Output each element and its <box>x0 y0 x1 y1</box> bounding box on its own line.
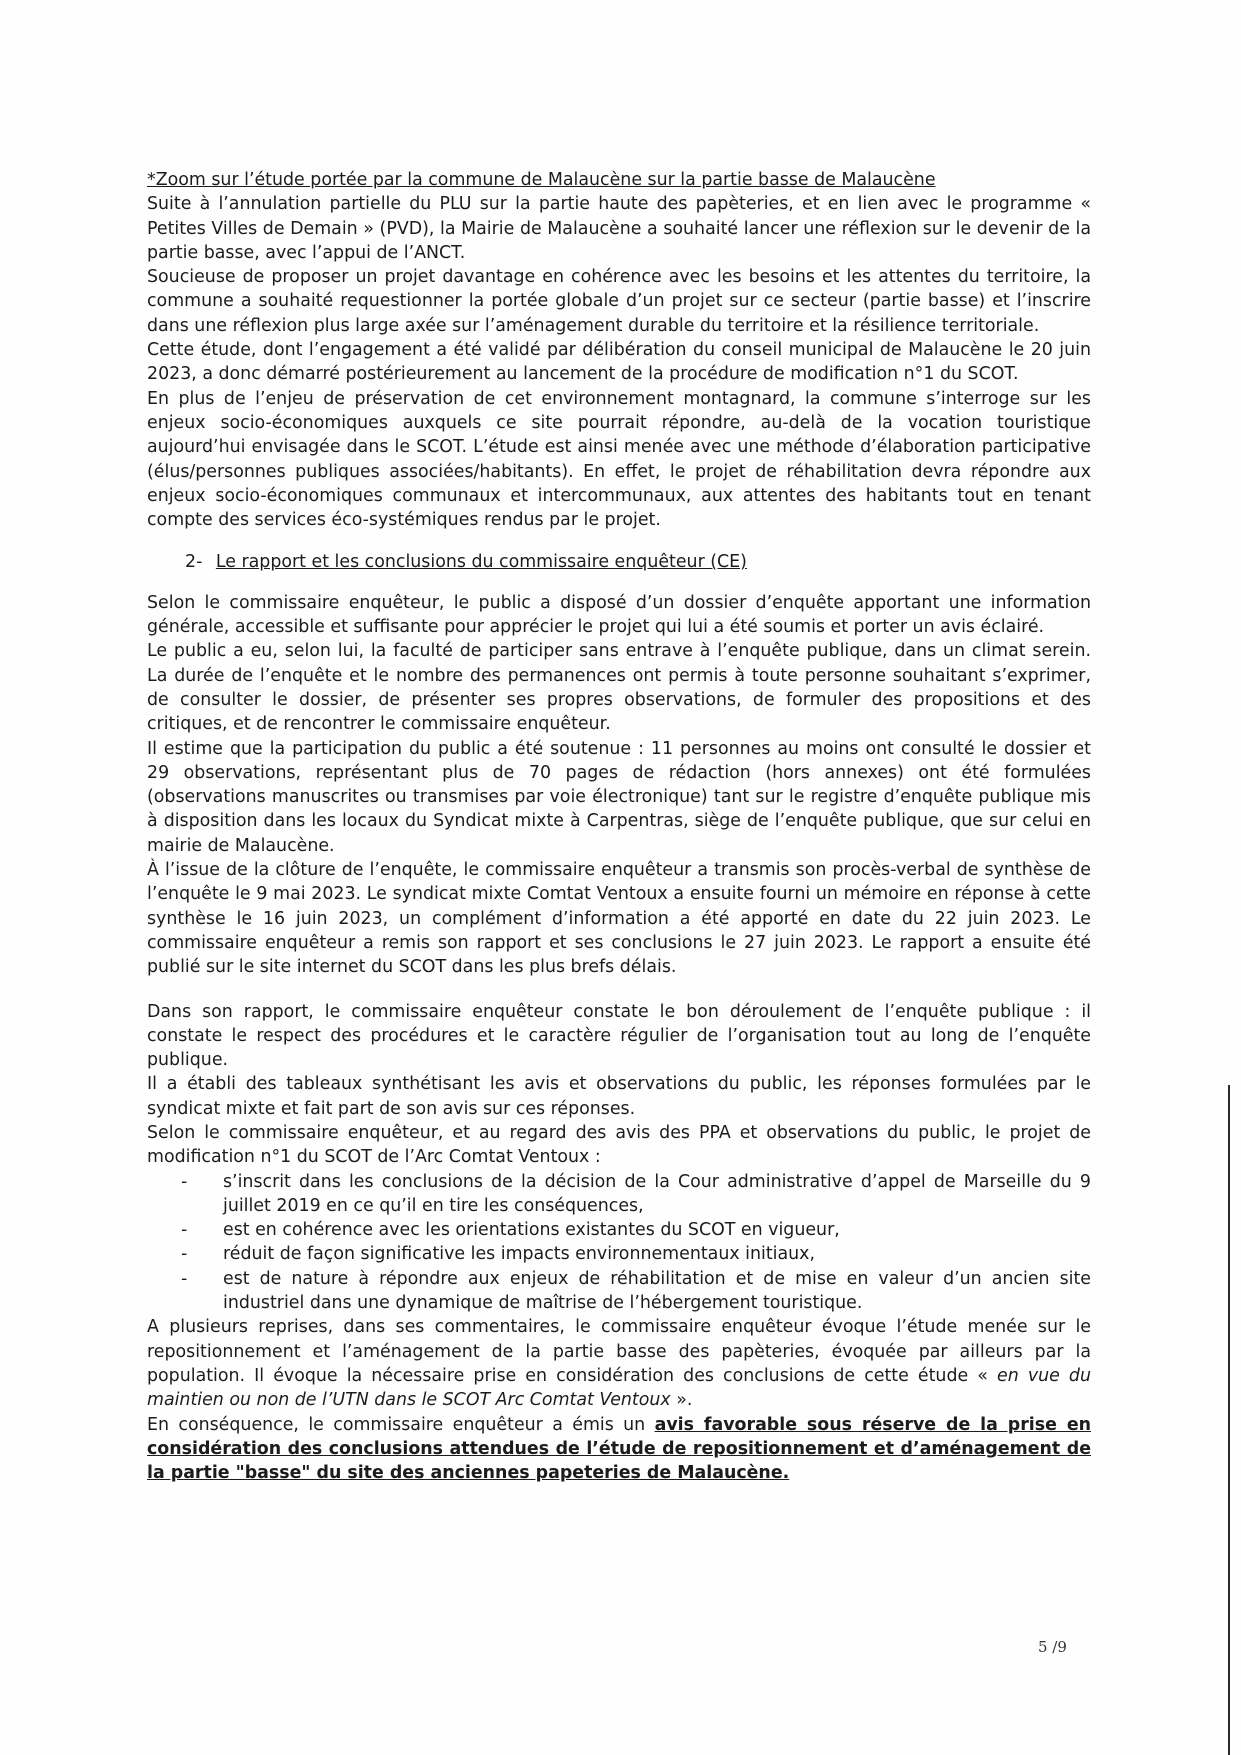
paragraph: Dans son rapport, le commissaire enquêteur constate le bon déroulement de l’enquête publique : il constate le respect des procédures et le caractère régulier de l’organisation tout au long de l’enquête publique. <box>147 1001 1091 1071</box>
paragraph: En plus de l’enjeu de préservation de cet environnement montagnard, la commune s’interroge sur les enjeux socio-économiques auxquels ce site pourrait répondre, au-delà de la vocation touristique aujourd’hui envisagée dans le SCOT. L’étude est ainsi menée avec une méthode d’élaboration participative (élus/personnes publiques associées/habitants). En effet, le projet de réhabilitation devra répondre aux enjeux socio-économiques communaux et intercommunaux, aux attentes des habitants tout en tenant compte des services éco-systémiques rendus par le projet. <box>147 388 1091 531</box>
page-number: 5 /9 <box>1038 1638 1067 1656</box>
conclusion-paragraph <box>147 1413 1091 1486</box>
scan-edge-line <box>1228 1085 1230 1755</box>
paragraph: Le public a eu, selon lui, la faculté de participer sans entrave à l’enquête publique, dans un climat serein. La durée de l’enquête et le nombre des permanences ont permis à toute personne souhaitant s’exprimer, de consulter le dossier, de présenter ses propres observations, de formuler des propositions et des critiques, et de rencontrer le commissaire enquêteur. <box>147 641 1091 735</box>
page-content <box>147 168 1091 1485</box>
list-item: - est de nature à répondre aux enjeux de réhabilitation et de mise en valeur d’un ancien site industriel dans une dynamique de maîtrise de l’hébergement touristique. <box>181 1267 1091 1316</box>
list-item: - réduit de façon significative les impacts environnementaux initiaux, <box>181 1242 1091 1266</box>
paragraph <box>147 1315 1091 1412</box>
paragraph-text: A plusieurs reprises, dans ses commentaires, le commissaire enquêteur évoque l’étude menée sur le repositionnement et l’aménagement de la partie basse des papèteries, évoquée par ailleurs par la population. Il évoque la nécessaire prise en considération des conclusions de cette étude « <box>147 1317 1091 1386</box>
paragraph-gap <box>147 980 1091 1000</box>
paragraph: Il a établi des tableaux synthétisant les avis et observations du public, les réponses formulées par le syndicat mixte et fait part de son avis sur ces réponses. <box>147 1074 1091 1119</box>
list-item: - est en cohérence avec les orientations existantes du SCOT en vigueur, <box>181 1218 1091 1242</box>
paragraph-tail: ». <box>670 1390 693 1411</box>
conclusions-list <box>147 1170 1091 1316</box>
list-item: - s’inscrit dans les conclusions de la décision de la Cour administrative d’appel de Marseille du 9 juillet 2019 en ce qu’il en tire les conséquences, <box>181 1170 1091 1219</box>
paragraph: Selon le commissaire enquêteur, le public a disposé d’un dossier d’enquête apportant une information générale, accessible et suffisante pour apprécier le projet qui lui a été soumis et porter un avis éclairé. <box>147 592 1091 638</box>
paragraph: Cette étude, dont l’engagement a été validé par délibération du conseil municipal de Malaucène le 20 juin 2023, a donc démarré postérieurement au lancement de la procédure de modification n°1 du SCOT. <box>147 340 1091 385</box>
zoom-heading: *Zoom sur l’étude portée par la commune de Malaucène sur la partie basse de Malaucène <box>147 170 936 190</box>
italic-quote: en vue du maintien ou non de l’UTN dans le SCOT Arc Comtat Ventoux <box>147 1365 1091 1411</box>
paragraph: À l’issue de la clôture de l’enquête, le commissaire enquêteur a transmis son procès-verbal de synthèse de l’enquête le 9 mai 2023. Le syndicat mixte Comtat Ventoux a ensuite fourni un mémoire en réponse à cette synthèse le 16 juin 2023, un complément d’information a été apporté en date du 22 juin 2023. Le commissaire enquêteur a remis son rapport et ses conclusions le 27 juin 2023. Le rapport a ensuite été publié sur le site internet du SCOT dans les plus brefs délais. <box>147 860 1091 978</box>
section-heading <box>185 550 1091 574</box>
paragraph: Il estime que la participation du public a été soutenue : 11 personnes au moins ont consulté le dossier et 29 observations, représentant plus de 70 pages de rédaction (hors annexes) ont été formulées (observations manuscrites ou transmises par voie électronique) tant sur le registre d’enquête publique mis à disposition dans les locaux du Syndicat mixte à Carpentras, siège de l’enquête publique, que sur celui en mairie de Malaucène. <box>147 738 1091 856</box>
paragraph: Soucieuse de proposer un projet davantage en cohérence avec les besoins et les attentes du territoire, la commune a souhaité requestionner la portée globale d’un projet sur ce secteur (partie basse) et l’inscrire dans une réflexion plus large axée sur l’aménagement durable du territoire et la résilience territoriale. <box>147 267 1091 336</box>
section-title: Le rapport et les conclusions du commissaire enquêteur (CE) <box>215 552 747 573</box>
paragraph: Selon le commissaire enquêteur, et au regard des avis des PPA et observations du public, le projet de modification n°1 du SCOT de l’Arc Comtat Ventoux : <box>147 1122 1091 1168</box>
paragraph: Suite à l’annulation partielle du PLU sur la partie haute des papèteries, et en lien avec le programme « Petites Villes de Demain » (PVD), la Mairie de Malaucène a souhaité lancer une réflexion sur le devenir de la partie basse, avec l’appui de l’ANCT. <box>147 194 1091 263</box>
conclusion-emphasis: avis favorable sous réserve de la prise en considération des conclusions attendues de l’étude de repositionnement et d’aménagement de la partie "basse" du site des anciennes papeteries de Malaucène. <box>147 1414 1091 1484</box>
section-number: 2- <box>185 552 203 573</box>
conclusion-lead: En conséquence, le commissaire enquêteur a émis un <box>147 1414 655 1435</box>
